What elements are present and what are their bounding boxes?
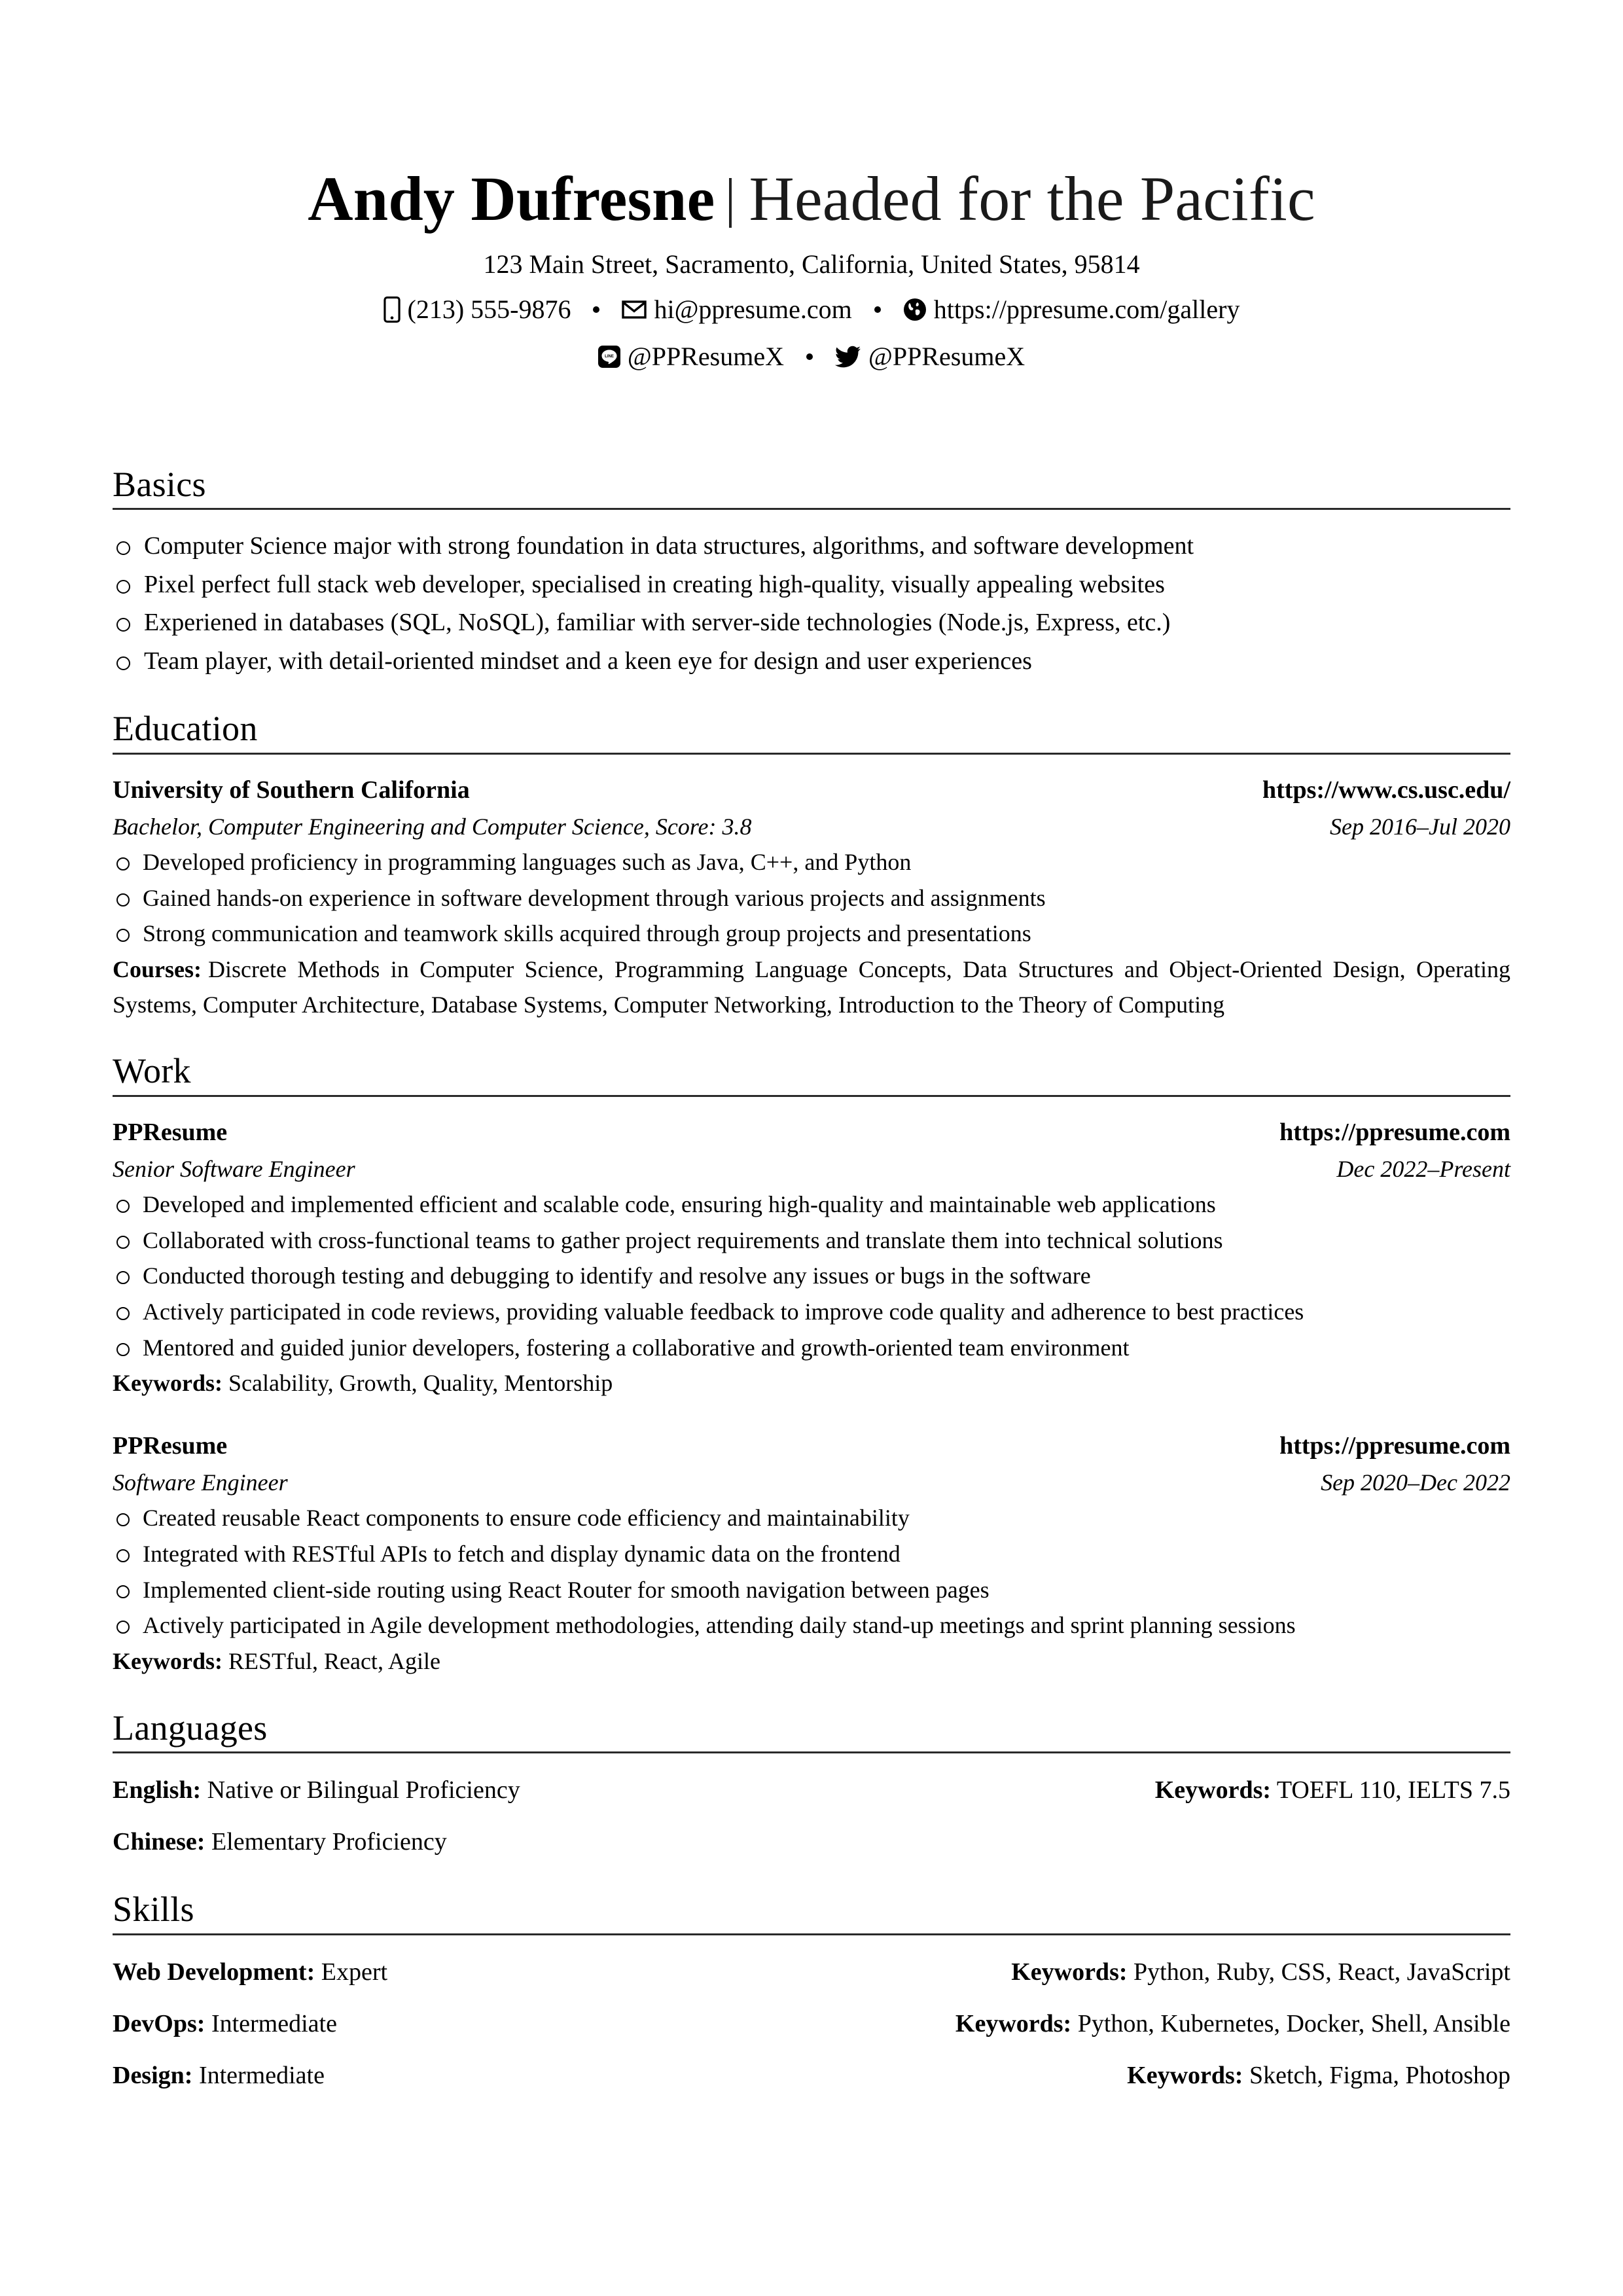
- skill-level: Intermediate: [198, 2062, 325, 2090]
- work-bullet-list: [113, 1500, 1510, 1643]
- keywords-label: Keywords:: [113, 1370, 223, 1397]
- list-item: Strong communication and teamwork skills acquired through group projects and presentations: [113, 916, 1510, 952]
- skill-label: Web Development:: [113, 1958, 315, 1986]
- section-education: [113, 710, 1510, 1022]
- name-and-headline: [113, 164, 1510, 234]
- section-body-work: [113, 1114, 1510, 1679]
- keywords-label: Keywords:: [1127, 2062, 1243, 2090]
- work-entry-header: [113, 1427, 1510, 1465]
- company-name: PPResume: [113, 1118, 228, 1146]
- keywords-value: Python, Kubernetes, Docker, Shell, Ansible: [1077, 2010, 1510, 2038]
- contact-line-text: @PPResumeX: [627, 341, 784, 371]
- contact-twitter[interactable]: [835, 338, 1025, 376]
- work-entry-subheader: [113, 1151, 1510, 1187]
- svg-text:LINE: LINE: [605, 354, 614, 359]
- section-rule-skills: [113, 1933, 1510, 1935]
- work-entry: [113, 1114, 1510, 1401]
- keywords-value: Python, Ruby, CSS, React, JavaScript: [1133, 1958, 1510, 1986]
- skill-keywords: [955, 2005, 1510, 2043]
- language-keywords: [1155, 1772, 1510, 1809]
- contact-website[interactable]: [903, 291, 1240, 329]
- section-rule-basics: [113, 508, 1510, 510]
- contact-row-primary: [113, 291, 1510, 329]
- education-bullet-list: [113, 844, 1510, 952]
- skill-level: Expert: [321, 1958, 388, 1986]
- work-entry: [113, 1427, 1510, 1679]
- section-rule-education: [113, 753, 1510, 755]
- work-entry-header: [113, 1114, 1510, 1151]
- contact-twitter-text: @PPResumeX: [868, 341, 1026, 371]
- institution-url[interactable]: https://www.cs.usc.edu/: [1262, 776, 1510, 804]
- work-keywords-line: [113, 1365, 1510, 1401]
- list-item: Implemented client-side routing using React Router for smooth navigation between pages: [113, 1572, 1510, 1608]
- name-headline-separator: [729, 178, 732, 228]
- keywords-value: TOEFL 110, IELTS 7.5: [1276, 1776, 1510, 1804]
- list-item: Team player, with detail-oriented mindset and a keen eye for design and user experiences: [113, 642, 1510, 681]
- section-languages: [113, 1710, 1510, 1861]
- language-label: English:: [113, 1776, 202, 1804]
- keywords-label: Keywords:: [955, 2010, 1072, 2038]
- list-item: Actively participated in Agile development methodologies, attending daily stand-up meetings and sprint planning sessions: [113, 1607, 1510, 1643]
- section-title-education: Education: [113, 709, 258, 749]
- keywords-value: Scalability, Growth, Quality, Mentorship: [228, 1370, 613, 1397]
- work-entry-subheader: [113, 1465, 1510, 1500]
- language-row: [113, 1823, 1510, 1861]
- work-dates: Sep 2020–Dec 2022: [1321, 1469, 1510, 1496]
- list-item: Collaborated with cross-functional teams to gather project requirements and translate them into technical solutions: [113, 1223, 1510, 1259]
- keywords-value: RESTful, React, Agile: [228, 1647, 440, 1674]
- education-entry-header: [113, 772, 1510, 809]
- section-body-languages: [113, 1772, 1510, 1861]
- section-body-education: [113, 772, 1510, 1022]
- skill-label: Design:: [113, 2062, 193, 2090]
- contact-email[interactable]: [622, 291, 851, 329]
- institution-name: University of Southern California: [113, 776, 470, 804]
- list-item: Developed proficiency in programming languages such as Java, C++, and Python: [113, 844, 1510, 880]
- social-separator-dot: [806, 353, 813, 360]
- twitter-icon: [835, 346, 861, 368]
- basics-bullet-list: [113, 527, 1510, 680]
- list-item: Experiened in databases (SQL, NoSQL), familiar with server-side technologies (Node.js, Express, etc.): [113, 603, 1510, 642]
- language-entry: [113, 1823, 447, 1861]
- globe-icon: [903, 298, 927, 321]
- education-dates: Sep 2016–Jul 2020: [1330, 813, 1510, 840]
- section-rule-work: [113, 1095, 1510, 1097]
- language-entry: [113, 1772, 520, 1809]
- keywords-label: Keywords:: [1154, 1776, 1272, 1804]
- list-item: Created reusable React components to ensure code efficiency and maintainability: [113, 1500, 1510, 1536]
- job-title: Software Engineer: [113, 1469, 288, 1496]
- list-item: Conducted thorough testing and debugging to identify and resolve any issues or bugs in the software: [113, 1258, 1510, 1294]
- work-keywords-line: [113, 1643, 1510, 1679]
- contact-website-text: https://ppresume.com/gallery: [933, 294, 1240, 324]
- contact-phone[interactable]: [383, 291, 571, 329]
- section-body-basics: [113, 527, 1510, 680]
- skill-entry: [113, 2057, 325, 2094]
- skill-entry: [113, 2005, 337, 2043]
- education-entry-subheader: [113, 809, 1510, 844]
- section-work: [113, 1052, 1510, 1679]
- contact-line[interactable]: [598, 338, 784, 376]
- list-item: Actively participated in code reviews, providing valuable feedback to improve code quality and adherence to best practices: [113, 1294, 1510, 1330]
- section-title-basics: Basics: [113, 464, 206, 504]
- list-item: Developed and implemented efficient and scalable code, ensuring high-quality and maintainable web applications: [113, 1187, 1510, 1223]
- keywords-value: Sketch, Figma, Photoshop: [1249, 2062, 1510, 2090]
- list-item: Gained hands-on experience in software development through various projects and assignments: [113, 880, 1510, 916]
- list-item: Pixel perfect full stack web developer, specialised in creating high-quality, visually appealing websites: [113, 565, 1510, 604]
- language-level: Native or Bilingual Proficiency: [207, 1776, 520, 1804]
- language-row: [113, 1772, 1510, 1809]
- section-title-skills: Skills: [113, 1890, 194, 1929]
- section-rule-languages: [113, 1751, 1510, 1753]
- section-title-languages: Languages: [113, 1708, 268, 1748]
- address-line: 123 Main Street, Sacramento, California, United States, 95814: [483, 249, 1140, 279]
- headline: Headed for the Pacific: [749, 164, 1315, 234]
- job-title: Senior Software Engineer: [113, 1155, 355, 1182]
- mobile-phone-icon: [383, 296, 401, 323]
- list-item: Integrated with RESTful APIs to fetch and display dynamic data on the frontend: [113, 1536, 1510, 1572]
- resume-header: [113, 0, 1510, 376]
- list-item: Mentored and guided junior developers, fostering a collaborative and growth-oriented team environment: [113, 1330, 1510, 1366]
- company-name: PPResume: [113, 1432, 228, 1460]
- skill-label: DevOps:: [113, 2010, 205, 2038]
- keywords-label: Keywords:: [1011, 1958, 1128, 1986]
- list-item: Computer Science major with strong foundation in data structures, algorithms, and software development: [113, 527, 1510, 565]
- company-url[interactable]: https://ppresume.com: [1279, 1432, 1510, 1460]
- section-title-work: Work: [113, 1051, 191, 1091]
- skill-row: [113, 2057, 1510, 2094]
- section-body-skills: [113, 1954, 1510, 2094]
- keywords-label: Keywords:: [113, 1647, 223, 1674]
- language-label: Chinese:: [113, 1828, 205, 1856]
- skill-row: [113, 1954, 1510, 1991]
- contact-email-text: hi@ppresume.com: [654, 294, 852, 324]
- education-entry: [113, 772, 1510, 1022]
- courses-label: Courses:: [113, 956, 202, 983]
- skill-keywords: [1011, 1954, 1510, 1991]
- skill-entry: [113, 1954, 387, 1991]
- company-url[interactable]: https://ppresume.com: [1279, 1118, 1510, 1146]
- courses-value: Discrete Methods in Computer Science, Programming Language Concepts, Data Structures and Object-Oriented Design, Operating Systems, Computer Architecture, Database Systems, Computer Networking, Introduction to the Theory of Computing: [113, 956, 1510, 1018]
- contact-phone-text: (213) 555-9876: [407, 294, 571, 324]
- contact-separator-dot: [593, 306, 599, 313]
- skill-row: [113, 2005, 1510, 2043]
- language-level: Elementary Proficiency: [211, 1828, 447, 1856]
- section-skills: [113, 1891, 1510, 2094]
- section-basics: [113, 466, 1510, 681]
- line-icon: [598, 346, 620, 368]
- degree-and-score: Bachelor, Computer Engineering and Computer Science, Score: 3.8: [113, 813, 752, 840]
- contact-separator-dot-2: [874, 306, 881, 313]
- work-dates: Dec 2022–Present: [1336, 1155, 1510, 1182]
- courses-line: [113, 952, 1510, 1022]
- envelope-icon: [622, 300, 647, 319]
- work-bullet-list: [113, 1187, 1510, 1366]
- skill-level: Intermediate: [211, 2010, 337, 2038]
- candidate-name: Andy Dufresne: [308, 164, 715, 234]
- skill-keywords: [1127, 2057, 1510, 2094]
- contact-row-social: [113, 338, 1510, 376]
